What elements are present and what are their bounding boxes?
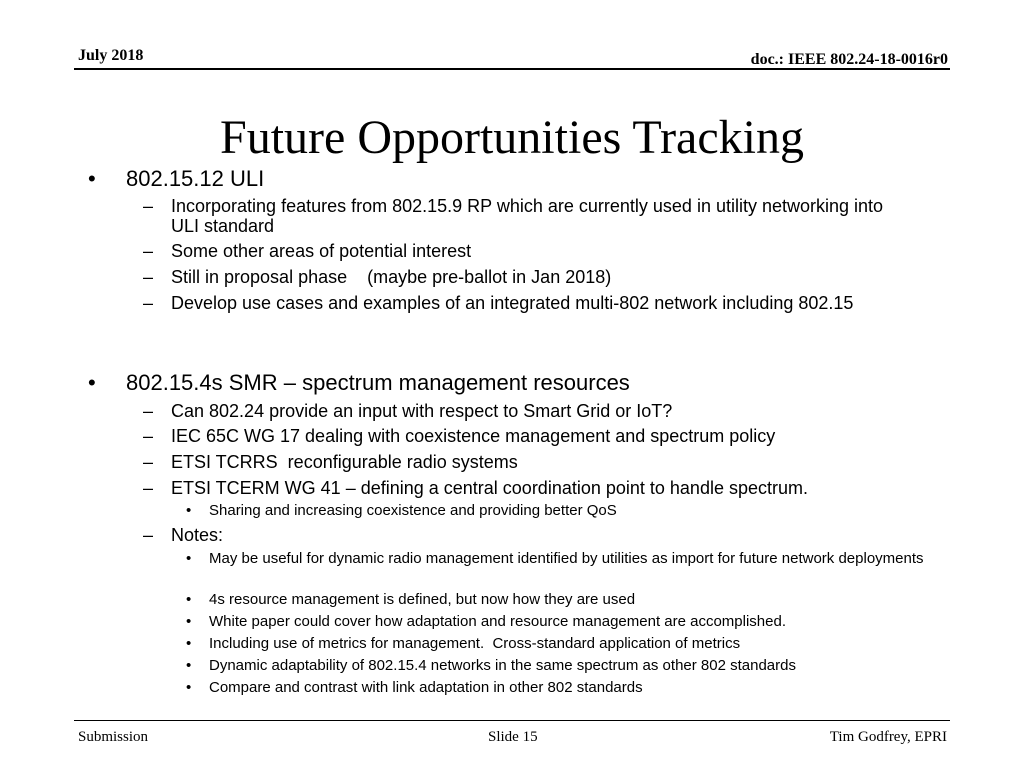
sub-item: Notes: bbox=[171, 525, 224, 545]
sub-item: Develop use cases and examples of an integrated multi-802 network including 802.15 bbox=[171, 293, 854, 313]
sub-bullet-marker: • bbox=[186, 613, 192, 630]
note-item: Compare and contrast with link adaptation in other 802 standards bbox=[209, 679, 643, 696]
sub-bullet-marker: • bbox=[186, 591, 192, 608]
bullet-uli: 802.15.12 ULI bbox=[126, 166, 265, 191]
note-item: Dynamic adaptability of 802.15.4 networks in the same spectrum as other 802 standards bbox=[209, 657, 796, 674]
sub-bullet-marker: • bbox=[186, 679, 192, 696]
sub-bullet-marker: • bbox=[186, 635, 192, 652]
dash-marker: – bbox=[143, 452, 154, 472]
dash-marker: – bbox=[143, 426, 154, 446]
sub-bullet-marker: • bbox=[186, 502, 192, 519]
note-item: Sharing and increasing coexistence and providing better QoS bbox=[209, 502, 617, 519]
sub-bullet-marker: • bbox=[186, 550, 192, 567]
header-doc-id: doc.: IEEE 802.24-18-0016r0 bbox=[750, 51, 948, 68]
footer-divider bbox=[74, 720, 950, 721]
footer-author: Tim Godfrey, EPRI bbox=[829, 729, 947, 745]
slide-title: Future Opportunities Tracking bbox=[220, 111, 804, 164]
sub-item: Still in proposal phase (maybe pre-ballot in Jan 2018) bbox=[171, 267, 612, 287]
dash-marker: – bbox=[143, 401, 154, 421]
note-item: May be useful for dynamic radio management identified by utilities as import for future network deployments bbox=[209, 550, 924, 567]
footer-slide-number: Slide 15 bbox=[488, 729, 538, 745]
dash-marker: – bbox=[143, 293, 154, 313]
note-item: Including use of metrics for management. Cross-standard application of metrics bbox=[209, 635, 741, 652]
sub-item: Incorporating features from 802.15.9 RP which are currently used in utility networking into ULI standard bbox=[171, 196, 884, 236]
sub-item: ETSI TCRRS reconfigurable radio systems bbox=[171, 452, 518, 472]
sub-item: ETSI TCERM WG 41 – defining a central coordination point to handle spectrum. bbox=[171, 478, 808, 498]
bullet-smr: 802.15.4s SMR – spectrum management resources bbox=[126, 370, 630, 395]
dash-marker: – bbox=[143, 241, 154, 261]
footer-submission: Submission bbox=[78, 729, 149, 745]
bullet-marker: • bbox=[88, 166, 96, 191]
sub-item: IEC 65C WG 17 dealing with coexistence management and spectrum policy bbox=[171, 426, 776, 446]
note-item: White paper could cover how adaptation and resource management are accomplished. bbox=[209, 613, 787, 630]
dash-marker: – bbox=[143, 196, 154, 216]
dash-marker: – bbox=[143, 478, 154, 498]
dash-marker: – bbox=[143, 267, 154, 287]
sub-item: Can 802.24 provide an input with respect to Smart Grid or IoT? bbox=[171, 401, 673, 421]
header-date: July 2018 bbox=[78, 47, 144, 64]
note-item: 4s resource management is defined, but now how they are used bbox=[209, 591, 636, 608]
bullet-marker: • bbox=[88, 370, 96, 395]
sub-item: Some other areas of potential interest bbox=[171, 241, 472, 261]
dash-marker: – bbox=[143, 525, 154, 545]
sub-bullet-marker: • bbox=[186, 657, 192, 674]
